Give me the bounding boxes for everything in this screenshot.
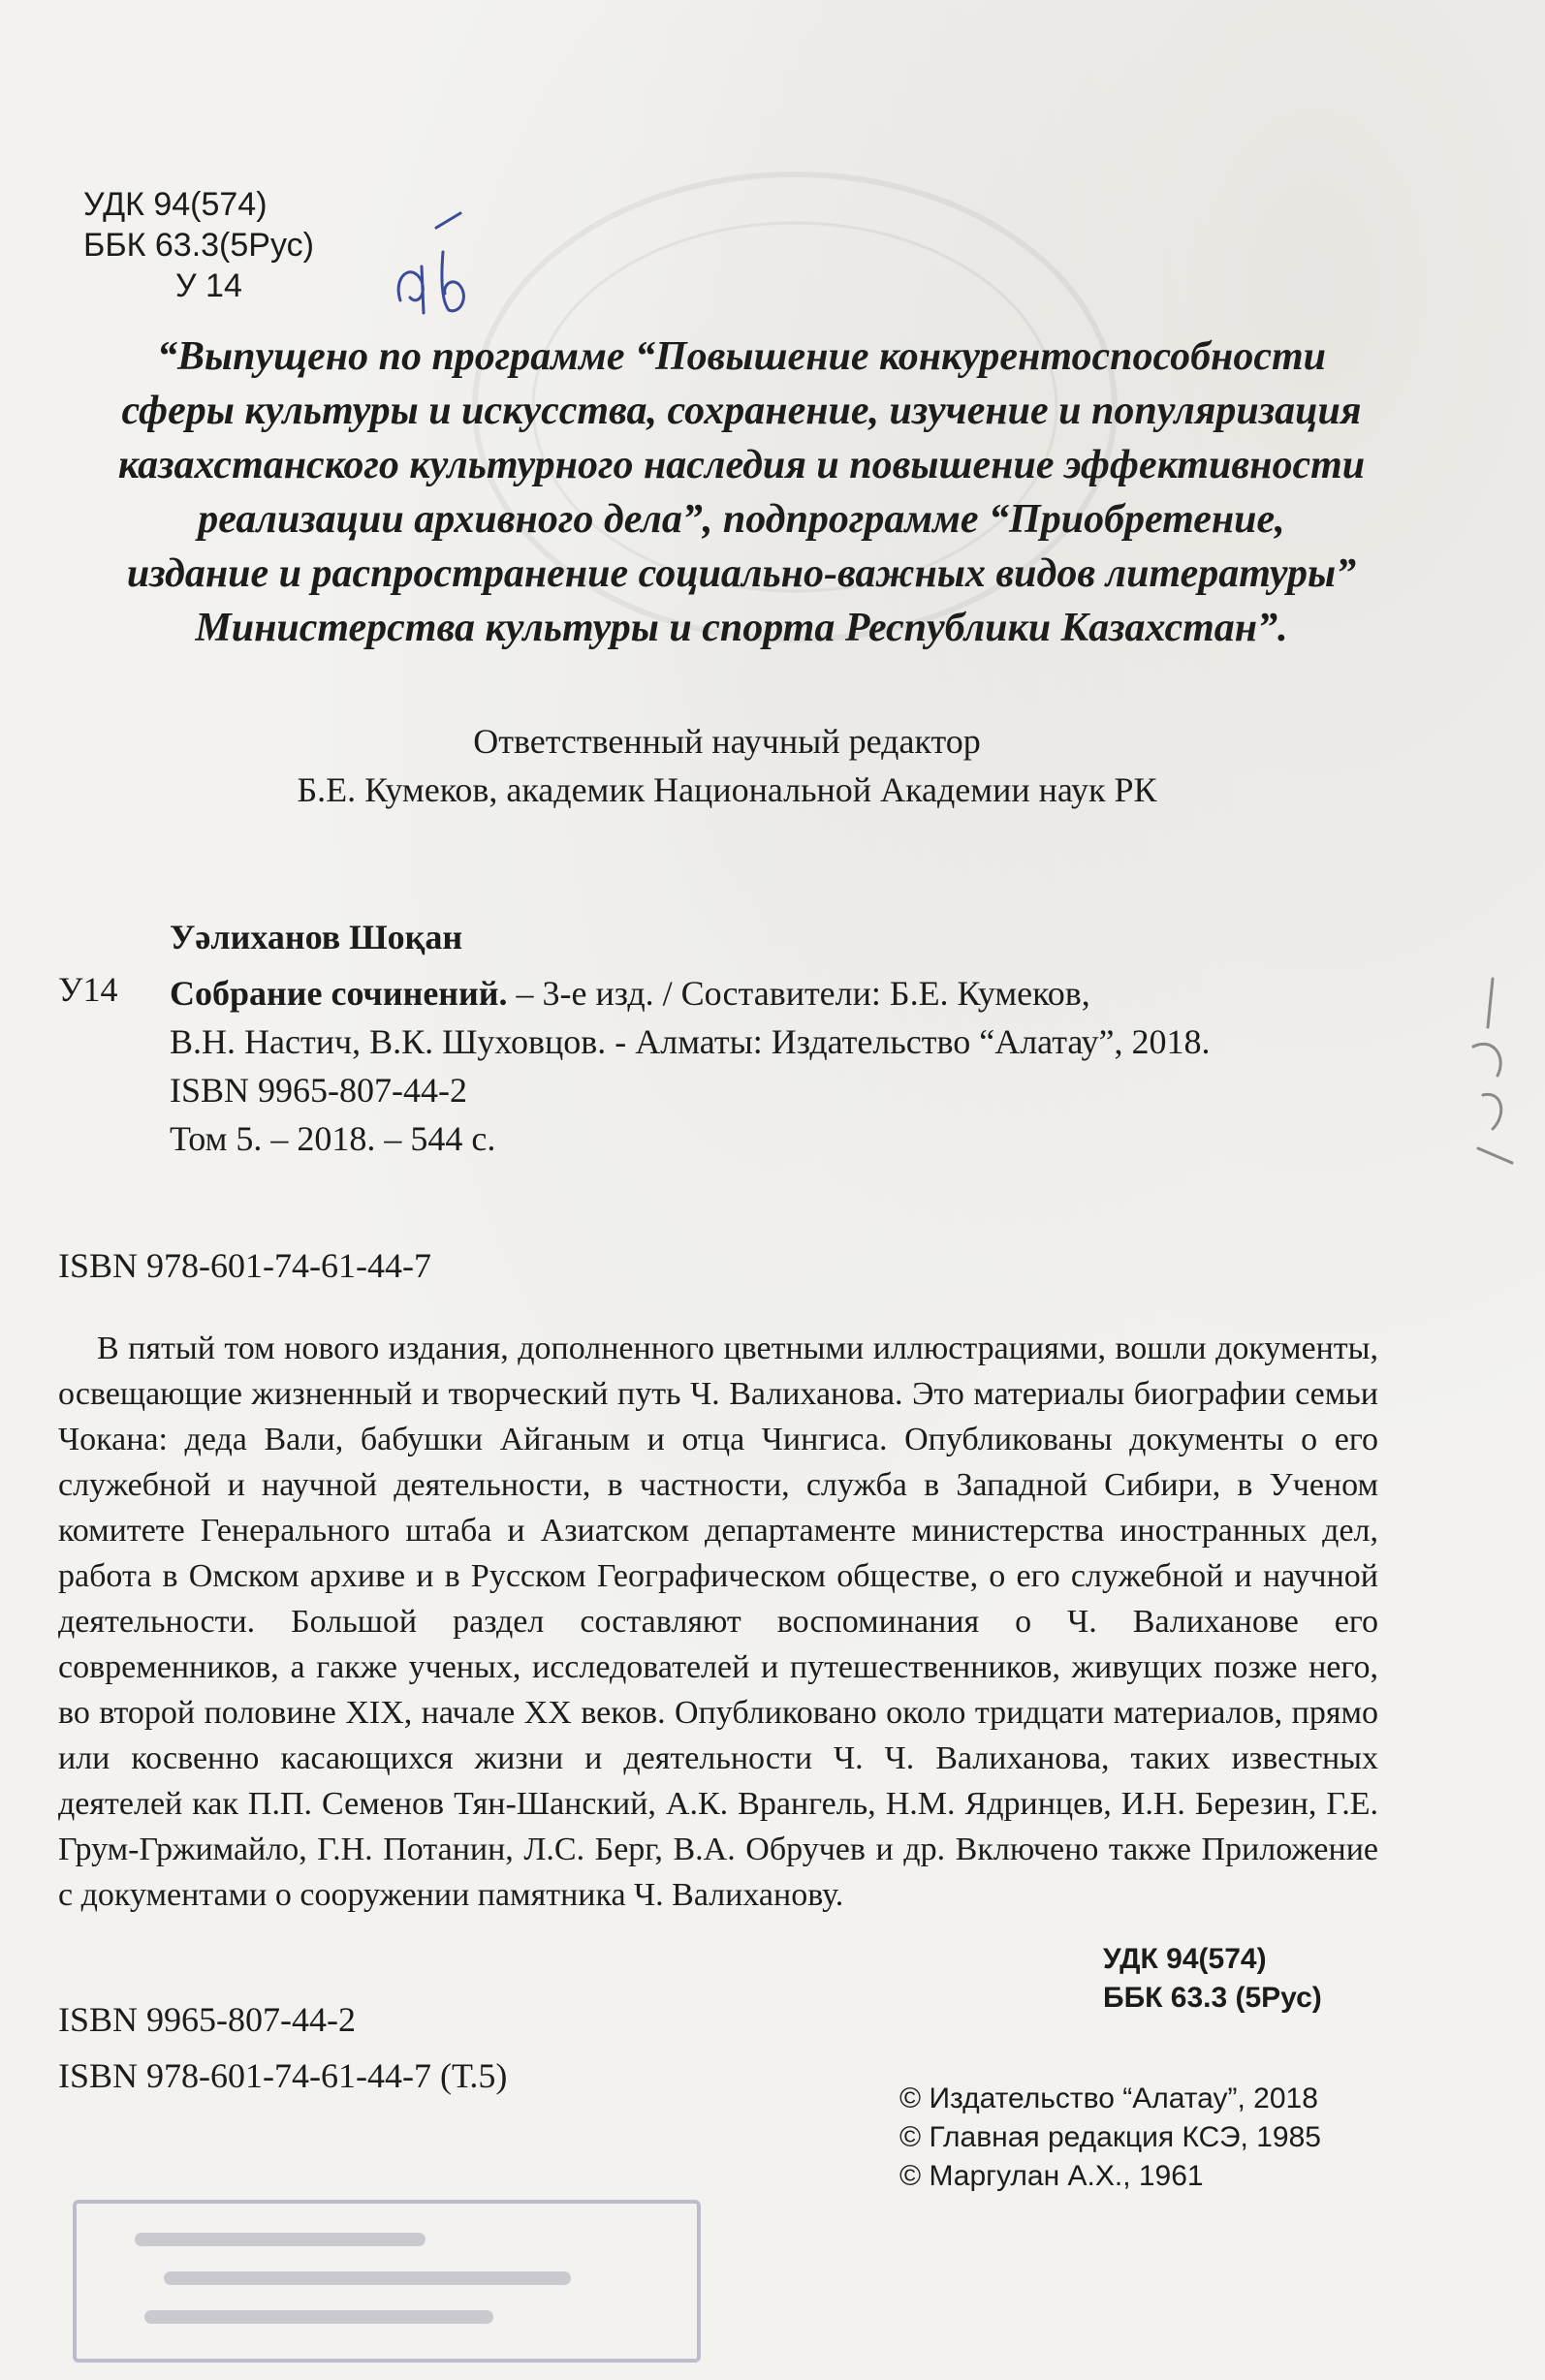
program-line: реализации архивного дела”, подпрограмме “Приобретение, [198,497,1285,542]
program-line: “Выпущено по программе “Повышение конкурентоспособности [156,334,1327,379]
copyright-line: © Маргулан А.Х., 1961 [899,2160,1204,2192]
program-line: издание и распространение социально-важных видов литературы” [126,551,1357,596]
editor-role: Ответственный научный редактор [473,722,981,761]
program-line: сферы культуры и искусства, сохранение, изучение и популяризация [121,389,1362,433]
udk-code: УДК 94(574) [83,186,268,223]
classification-bottom [1103,1940,1322,2018]
catalog-code: У14 [58,970,118,1009]
catalog-author: Уәлиханов Шоқан [170,918,463,956]
editor-block [97,717,1357,814]
stamp-line [164,2271,571,2285]
program-statement [53,329,1430,655]
handwritten-mark [383,208,480,325]
catalog-entry [170,969,1381,1163]
handwritten-margin-mark [1454,969,1531,1182]
bbk-code-bottom: ББК 63.3 (5Рус) [1103,1982,1322,2014]
catalog-line-2: В.Н. Настич, В.К. Шуховцов. - Алматы: Издательство “Алатау”, 2018. [170,1022,1211,1061]
stamp-line [135,2233,426,2246]
program-line: казахстанского культурного наследия и повышение эффективности [117,443,1366,487]
copyright-list [899,2080,1321,2196]
isbn-list [58,1991,507,2104]
catalog-volume: Том 5. – 2018. – 544 с. [170,1119,496,1158]
isbn-set: ISBN 9965-807-44-2 [58,2000,356,2039]
catalog-title: Собрание сочинений. [170,974,508,1013]
bbk-code: ББК 63.3(5Рус) [83,227,314,264]
copyright-line: © Издательство “Алатау”, 2018 [899,2082,1318,2114]
library-stamp [73,2200,701,2363]
stamp-line [144,2310,493,2324]
isbn-main: ISBN 978-601-74-61-44-7 [58,1246,431,1285]
copyright-line: © Главная редакция КСЭ, 1985 [899,2121,1321,2153]
classification-top [83,184,314,306]
catalog-isbn: ISBN 9965-807-44-2 [170,1071,467,1110]
catalog-title-line [170,969,1381,1018]
author-mark: У 14 [175,267,242,304]
abstract-paragraph: В пятый том нового издания, дополненного цветными иллюстрациями, вошли документы, освещающие жизненный и творческий путь Ч. Валиханова. Это материалы биографии семьи Чокана: деда Вали, бабушки Айганым и отца Чингиса. Опубликованы документы о его служебной и научной деятельности, в частности, служба в Западной Сибири, в Ученом комитете Генерального штаба и Азиатском департаменте министерства иностранных дел, работа в Омском архиве и в Русском Географическом обществе, о его служебной и научной деятельности. Большой раздел составляют воспоминания о Ч. Валиханове его современников, а гакже ученых, исследователей и путешественников, живущих позже него, во второй половине XIX, начале XX веков. Опубликовано около тридцати материалов, прямо или косвенно касающихся жизни и деятельности Ч. Ч. Валиханова, таких известных деятелей как П.П. Семенов Тян-Шанский, А.К. Врангель, Н.М. Ядринцев, И.Н. Березин, Г.Е. Грум-Гржимайло, Г.Н. Потанин, Л.С. Берг, В.А. Обручев и др. Включено также Приложение с документами о сооружении памятника Ч. Валиханову. [58,1331,1378,1913]
isbn-volume: ISBN 978-601-74-61-44-7 (Т.5) [58,2056,508,2095]
program-line: Министерства культуры и спорта Республики Казахстан”. [195,606,1288,650]
catalog-title-rest: – 3-е изд. / Составители: Б.Е. Кумеков, [507,974,1090,1013]
udk-code-bottom: УДК 94(574) [1103,1943,1267,1975]
editor-name: Б.Е. Кумеков, академик Национальной Академии наук РК [297,770,1157,809]
